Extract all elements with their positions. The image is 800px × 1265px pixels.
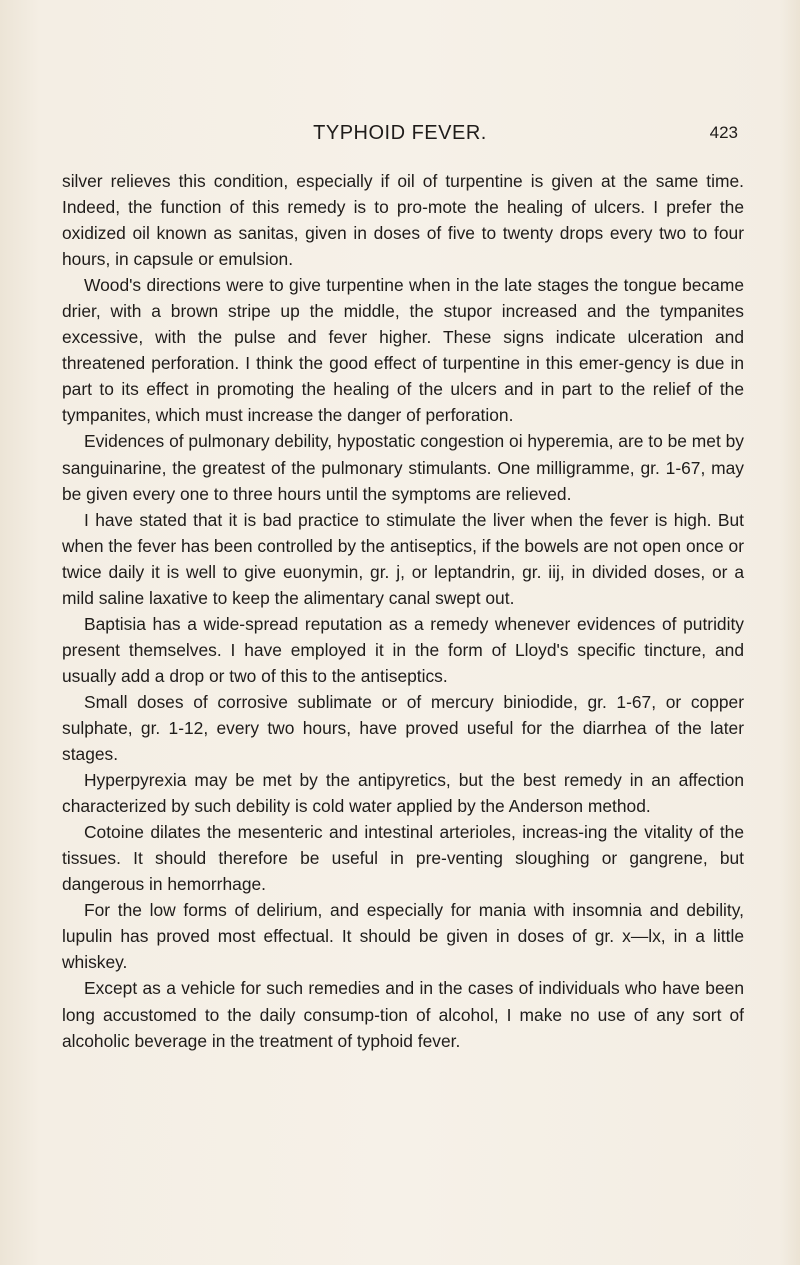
paragraph: Baptisia has a wide-spread reputation as a remedy whenever evidences of putridity present themselves. I have employed it in the form of Lloyd's specific tincture, and usually add a drop or two of this to the antiseptics.	[62, 613, 744, 686]
paragraph: Small doses of corrosive sublimate or of mercury biniodide, gr. 1-67, or copper sulphate, gr. 1-12, every two hours, have proved useful for the diarrhea of the later stages.	[62, 691, 744, 765]
paragraph: For the low forms of delirium, and especially for mania with insomnia and debility, lupulin has proved most effectual. It should be given in doses of gr. x—lx, in a little whiskey.	[62, 900, 744, 973]
paragraph: I have stated that it is bad practice to stimulate the liver when the fever is high. But when the fever has been controlled by the antiseptics, if the bowels are not open once or twice daily it is well to give euonymin, gr. j, or leptandrin, gr. iij, in divided doses, or a mild saline laxative to keep the alimentary canal swept out.	[62, 509, 744, 608]
paragraph: Except as a vehicle for such remedies and in the cases of individuals who have been long accustomed to the daily consump-tion of alcohol, I make no use of any sort of alcoholic beverage in the treatment of typhoid fever.	[62, 978, 744, 1051]
body-text	[62, 168, 744, 1054]
paragraph: Wood's directions were to give turpentine when in the late stages the tongue became drier, with a brown stripe up the middle, the stupor increased and the tympanites excessive, with the pulse and fever higher. These signs indicate ulceration and threatened perforation. I think the good effect of turpentine in this emer-gency is due in part to its effect in promoting the healing of the ulcers and in part to the relief of the tympanites, which must increase the danger of perforation.	[62, 275, 744, 426]
running-title: TYPHOID FEVER.	[313, 122, 487, 144]
paragraph: Evidences of pulmonary debility, hypostatic congestion oi hyperemia, are to be met by sanguinarine, the greatest of the pulmonary stimulants. One milligramme, gr. 1-67, may be given every one to three hours until the symptoms are relieved.	[62, 431, 744, 504]
paragraph: Cotoine dilates the mesenteric and intestinal arterioles, increas-ing the vitality of the tissues. It should therefore be useful in pre-venting sloughing or gangrene, but dangerous in hemorrhage.	[62, 822, 744, 895]
page-header	[0, 120, 800, 146]
paragraph: Hyperpyrexia may be met by the antipyretics, but the best remedy in an affection characterized by such debility is cold water applied by the Anderson method.	[62, 770, 744, 817]
paragraph: silver relieves this condition, especially if oil of turpentine is given at the same time. Indeed, the function of this remedy is to pro-mote the healing of ulcers. I prefer the oxidized oil known as sanitas, given in doses of five to twenty drops every two to four hours, in capsule or emulsion.	[62, 171, 744, 270]
page-number: 423	[709, 123, 738, 142]
